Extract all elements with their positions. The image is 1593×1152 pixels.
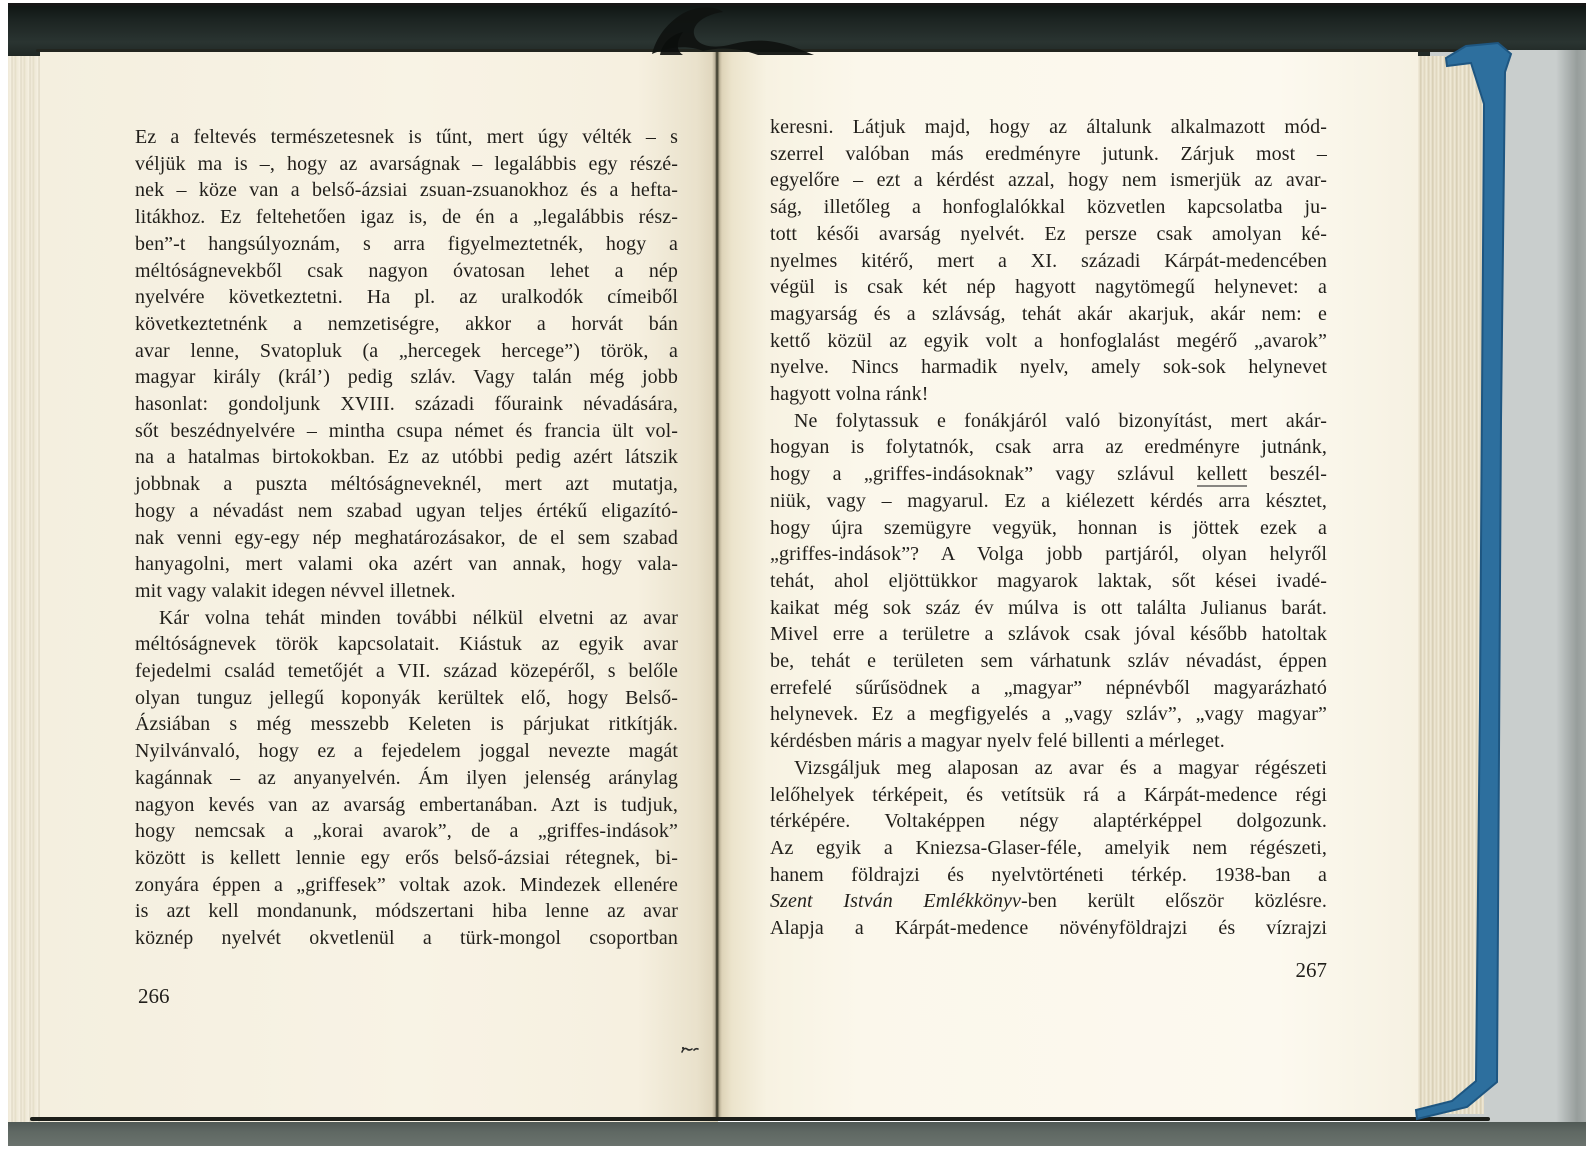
text-line: nyelmes kitérő, mert a XI. századi Kárpát-medencében — [770, 249, 1327, 272]
text-line: Nyilvánvaló, hogy ez a fejedelem joggal nevezte magát — [135, 740, 678, 763]
text-line: egyelőre – ezt a kérdést azzal, hogy nem ismerjük az avar- — [770, 169, 1327, 192]
text-line: errefelé sűrűsödnek a „magyar” népnévből magyarázható — [770, 676, 1327, 699]
text-line: szerrel valóban más eredményre jutunk. Zárjuk most – — [770, 142, 1327, 165]
text-line: Mivel erre a területre a szlávok csak jóval később hatoltak — [770, 623, 1327, 646]
text-line: hasonlat: gondoljunk XVIII. századi főuraink névadására, — [135, 393, 678, 416]
text-line: zonyára éppen a „griffesek” voltak azok. Mindezek ellenére — [135, 873, 678, 896]
paragraph — [770, 114, 1327, 408]
text-line: kettő közül az egyik volt a honfoglalást megérő „avarok” — [770, 329, 1327, 352]
text-line: tott késői avarság nyelvét. Ez persze csak amolyan ké- — [770, 222, 1327, 245]
text-line: nyelvére következtetni. Ha pl. az uralkodók címeiből — [135, 286, 678, 309]
book-bottom-edge-line — [30, 1117, 1490, 1121]
text-line: méltóságnevekből csak nagyon óvatosan lehet a nép — [135, 259, 678, 282]
text-line: végül is csak két nép hagyott nagytömegű helynevet: a — [770, 276, 1327, 299]
text-line: hogyan is folytatnók, csak arra az eredményre jutnánk, — [770, 436, 1327, 459]
text-line: között is kellett lennie egy erős belső-ázsiai rétegnek, bi- — [135, 846, 678, 869]
page-number-right: 267 — [1295, 958, 1327, 982]
text-line: avar lenne, Svatopluk (a „hercegek hercege”) török, a — [135, 339, 678, 362]
text-line: hogy újra szemügyre vegyük, honnan is jöttek ezek a — [770, 516, 1327, 539]
text-line: niük, vagy – magyarul. Ez a kiélezett kérdés arra késztet, — [770, 489, 1327, 512]
left-page-edge-stack — [8, 56, 42, 1122]
scanner-background-shade — [1556, 50, 1586, 1146]
scanner-dark-band-bottom — [8, 1122, 1586, 1146]
text-line: Szent István Emlékkönyv-ben került először közlésre. — [770, 890, 1327, 913]
text-line: magyar király (král’) pedig szláv. Vagy talán még jobb — [135, 366, 678, 389]
text-line: keresni. Látjuk majd, hogy az általunk alkalmazott mód- — [770, 116, 1327, 138]
paragraph — [770, 408, 1327, 755]
ink-mark-icon — [680, 1044, 702, 1056]
text-line: Ázsiában s még messzebb Keleten is párjukat ritkítják. — [135, 713, 678, 736]
text-line: Kár volna tehát minden további nélkül elvetni az avar — [159, 606, 678, 629]
text-line: hagyott volna ránk! — [770, 383, 929, 406]
text-line: is azt kell mondanunk, módszertani hiba lenne az avar — [135, 900, 678, 923]
book-cover-edge — [1395, 30, 1545, 1140]
text-line: hogy nemcsak a „korai avarok”, de a „griffes-indások” — [135, 820, 678, 843]
text-line: na a hatalmas birtokokban. Ez az utóbbi pedig azért látszik — [135, 446, 678, 469]
text-line: hanem földrajzi és nyelvtörténeti térkép. 1938-ban a — [770, 863, 1327, 886]
text-line: térképére. Voltaképpen négy alaptérképpel dolgozunk. — [770, 810, 1327, 833]
text-line: hogy a „griffes-indásoknak” vagy szlávul kellett beszél- — [770, 463, 1327, 486]
paragraph — [135, 124, 678, 605]
text-line: véljük ma is –, hogy az avarságnak – legalábbis egy részé- — [135, 152, 678, 175]
page-gutter — [712, 52, 722, 1118]
text-line: helynevek. Ez a megfigyelés a „vagy szláv”, „vagy magyar” — [770, 703, 1327, 726]
text-line: „griffes-indások”? A Volga jobb partjáról, olyan helyről — [770, 543, 1327, 566]
text-line: Alapja a Kárpát-medence növényföldrajzi és vízrajzi — [770, 917, 1327, 940]
text-line: litákhoz. Ez feltehetően igaz is, de én a „legalábbis rész- — [135, 206, 678, 229]
text-line: kagánnak – az anyanyelvén. Ám ilyen jelenség aránylag — [135, 766, 678, 789]
text-line: hanyagolni, mert valami oka azért van annak, hogy vala- — [135, 553, 678, 576]
text-line: tehát, ahol eljöttükkor magyarok laktak, sőt kései ivadé- — [770, 569, 1327, 592]
text-line: nak venni egy-egy nép meghatározásakor, de el sem szabad — [135, 526, 678, 549]
text-line: Az egyik a Kniezsa-Glaser-féle, amelyik nem régészeti, — [770, 836, 1327, 859]
paragraph — [770, 755, 1327, 942]
text-line: következtetnénk a nemzetiségre, akkor a horvát bán — [135, 312, 678, 335]
text-line: Ne folytassuk e fonákjáról való bizonyítást, mert akár- — [794, 409, 1327, 432]
text-line: nagyon kevés van az avarság embertanában. Azt is tudjuk, — [135, 793, 678, 816]
paragraph — [135, 605, 678, 952]
text-line: nek – köze van a belső-ázsiai zsuan-zsuanokhoz és a hefta- — [135, 179, 678, 202]
right-page-text — [770, 114, 1327, 942]
text-line: hogy a névadást nem szabad ugyan teljes értékű eligazító- — [135, 499, 678, 522]
text-line: lelőhelyek térképeit, és vetítsük rá a Kárpát-medence régi — [770, 783, 1327, 806]
bookmark-ribbon-icon — [600, 4, 880, 56]
text-line: fejedelmi család temetőjét a VII. század közepéről, s belőle — [135, 660, 678, 683]
text-line: magyarság és a szlávság, tehát akár akarjuk, akár nem: e — [770, 302, 1327, 325]
text-line: mit vagy valakit idegen névvel illetnek. — [135, 579, 456, 602]
text-line: jobbnak a puszta méltóságneveknél, mert azt mutatja, — [135, 473, 678, 496]
text-line: köznép nyelvét okvetlenül a türk-mongol csoportban — [135, 927, 678, 950]
page-number-left: 266 — [138, 984, 170, 1008]
text-line: be, tehát e területen sem várhatunk szláv névadást, éppen — [770, 650, 1327, 673]
text-line: kaikat még sok száz év múlva is ott találta Julianus barát. — [770, 596, 1327, 619]
text-line: Vizsgáljuk meg alaposan az avar és a magyar régészeti — [794, 756, 1327, 779]
text-line: ság, illetőleg a honfoglalókkal közvetlen kapcsolatba ju- — [770, 196, 1327, 219]
text-line: méltóságnevek török kapcsolatait. Kiástuk az egyik avar — [135, 633, 678, 656]
text-line: kérdésben máris a magyar nyelv felé billenti a mérleget. — [770, 730, 1225, 753]
text-line: olyan tunguz jellegű koponyák kerültek elő, hogy Belső- — [135, 686, 678, 709]
text-line: Ez a feltevés természetesnek is tűnt, mert úgy vélték – s — [135, 126, 678, 148]
text-line: ben”-t hangsúlyoznám, s arra figyelmeztetnék, hogy a — [135, 232, 678, 255]
text-line: nyelve. Nincs harmadik nyelv, amely sok-sok helynevet — [770, 356, 1327, 379]
left-page-text — [135, 124, 678, 952]
text-line: sőt beszédnyelvére – mintha csupa német és francia ült vol- — [135, 419, 678, 442]
